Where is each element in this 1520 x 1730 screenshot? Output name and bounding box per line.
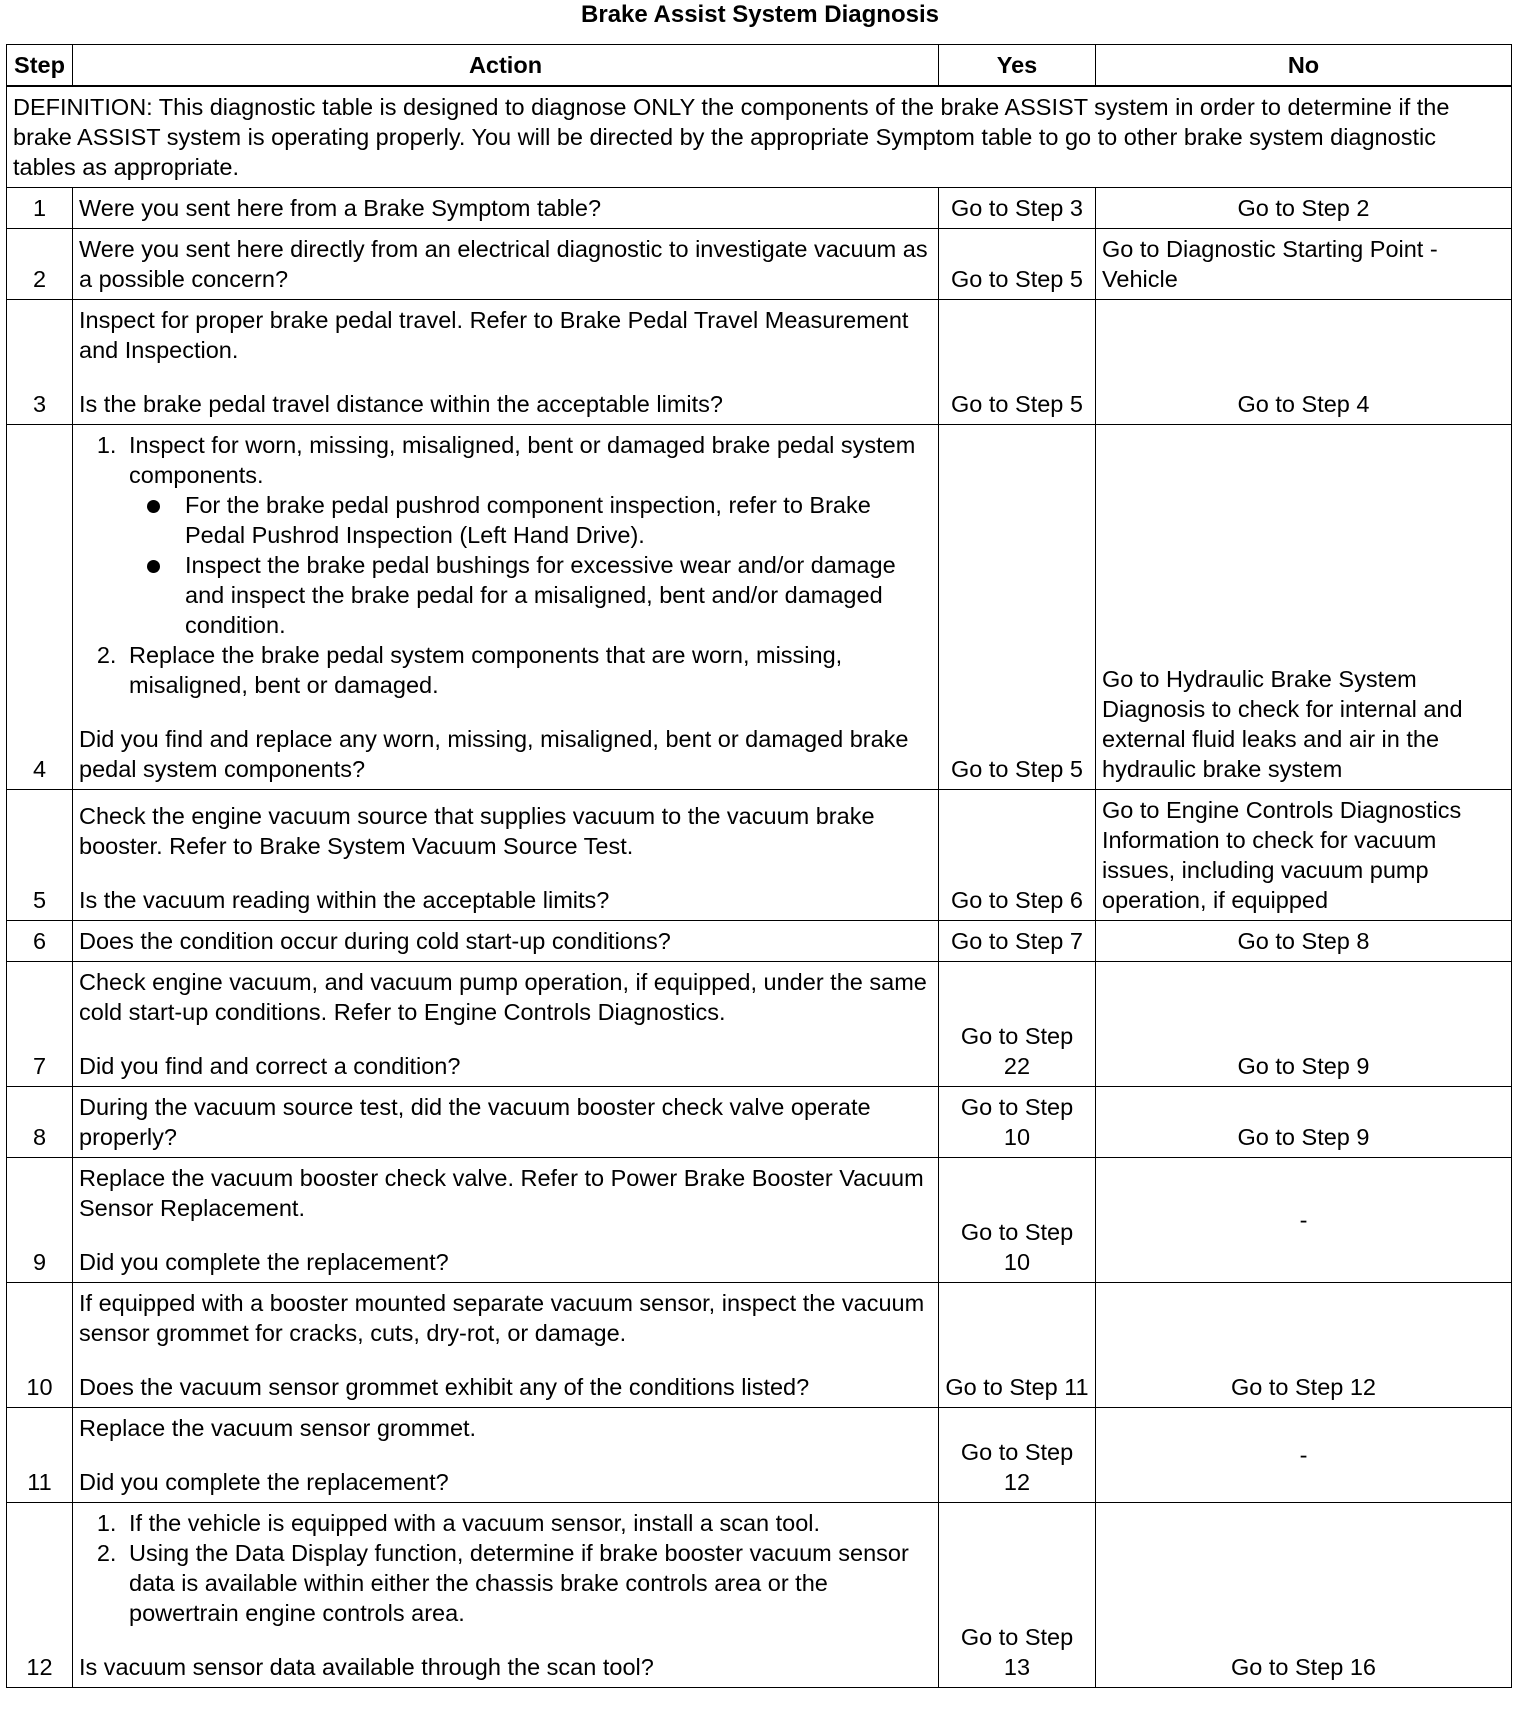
header-step: Step: [7, 45, 73, 87]
page-title: Brake Assist System Diagnosis: [581, 1, 939, 28]
yes-result: Go to Step 5: [939, 300, 1096, 425]
step-number: 4: [7, 425, 73, 790]
step-number: 1: [7, 188, 73, 229]
yes-result: Go to Step 10: [939, 1087, 1096, 1158]
action-question: Does the vacuum sensor grommet exhibit any of the conditions listed?: [79, 1374, 810, 1400]
definition-row: [7, 86, 1512, 188]
no-result: Go to Step 9: [1096, 962, 1512, 1087]
yes-result: Go to Step 3: [939, 188, 1096, 229]
bullet-list: [129, 490, 932, 640]
action-text: Replace the vacuum booster check valve. Refer to Power Brake Booster Vacuum Sensor Replacement.: [79, 1165, 924, 1221]
action-question: Did you complete the replacement?: [79, 1249, 449, 1275]
list-item: 2. Using the Data Display function, determine if brake booster vacuum sensor data is available within either the chassis brake controls area or the powertrain engine controls area.: [123, 1538, 932, 1628]
action-cell: [73, 1158, 939, 1283]
header-row: [7, 45, 1512, 87]
header-yes: Yes: [939, 45, 1096, 87]
action-cell: [73, 1408, 939, 1503]
action-question: Did you find and replace any worn, missing, misaligned, bent or damaged brake pedal system components?: [79, 726, 909, 782]
table-row: [7, 425, 1512, 790]
action-question: Is vacuum sensor data available through the scan tool?: [79, 1654, 654, 1680]
no-result: Go to Step 8: [1096, 921, 1512, 962]
action-cell: [73, 425, 939, 790]
no-result: -: [1096, 1158, 1512, 1283]
table-row: [7, 1283, 1512, 1408]
action-cell: [73, 1283, 939, 1408]
action-question: During the vacuum source test, did the vacuum booster check valve operate properly?: [73, 1087, 939, 1158]
step-number: 3: [7, 300, 73, 425]
header-no: No: [1096, 45, 1512, 87]
action-question: Does the condition occur during cold start-up conditions?: [73, 921, 939, 962]
action-cell: [73, 962, 939, 1087]
step-number: 12: [7, 1503, 73, 1688]
yes-result: Go to Step 5: [939, 229, 1096, 300]
action-numbered-list: [79, 430, 932, 700]
step-number: 10: [7, 1283, 73, 1408]
table-row: [7, 229, 1512, 300]
table-row: [7, 1158, 1512, 1283]
header-action: Action: [73, 45, 939, 87]
action-question: Is the brake pedal travel distance within the acceptable limits?: [79, 391, 723, 417]
list-item-text: Inspect for worn, missing, misaligned, bent or damaged brake pedal system components.: [129, 432, 916, 488]
yes-result: Go to Step 10: [939, 1158, 1096, 1283]
no-result: -: [1096, 1408, 1512, 1503]
yes-result: Go to Step 6: [939, 790, 1096, 921]
step-number: 11: [7, 1408, 73, 1503]
table-row: [7, 790, 1512, 921]
action-cell: [73, 1503, 939, 1688]
action-text: Replace the vacuum sensor grommet.: [79, 1415, 477, 1441]
action-cell: [73, 300, 939, 425]
action-text: Check engine vacuum, and vacuum pump operation, if equipped, under the same cold start-up conditions. Refer to Engine Controls Diagnostics.: [79, 969, 927, 1025]
action-text: If equipped with a booster mounted separate vacuum sensor, inspect the vacuum sensor grommet for cracks, cuts, dry-rot, or damage.: [79, 1290, 925, 1346]
no-result: Go to Engine Controls Diagnostics Information to check for vacuum issues, including vacuum pump operation, if equipped: [1096, 790, 1512, 921]
no-result: Go to Step 4: [1096, 300, 1512, 425]
bullet-item: Inspect the brake pedal bushings for excessive wear and/or damage and inspect the brake pedal for a misaligned, bent and/or damaged condition.: [179, 550, 932, 640]
table-row: [7, 1408, 1512, 1503]
table-row: [7, 1087, 1512, 1158]
yes-result: Go to Step 11: [939, 1283, 1096, 1408]
action-question: Were you sent here from a Brake Symptom table?: [73, 188, 939, 229]
table-row: [7, 921, 1512, 962]
step-number: 7: [7, 962, 73, 1087]
yes-result: Go to Step 7: [939, 921, 1096, 962]
table-row: [7, 300, 1512, 425]
step-number: 2: [7, 229, 73, 300]
no-result: Go to Step 12: [1096, 1283, 1512, 1408]
diagnosis-table: [6, 44, 1512, 1688]
list-item: [123, 430, 932, 640]
table-row: [7, 1503, 1512, 1688]
step-number: 6: [7, 921, 73, 962]
action-question: Did you complete the replacement?: [79, 1469, 449, 1495]
action-question: Did you find and correct a condition?: [79, 1053, 461, 1079]
action-text: Inspect for proper brake pedal travel. Refer to Brake Pedal Travel Measurement and Inspection.: [79, 307, 909, 363]
table-row: [7, 962, 1512, 1087]
step-number: 5: [7, 790, 73, 921]
no-result: Go to Step 16: [1096, 1503, 1512, 1688]
action-question: Is the vacuum reading within the acceptable limits?: [79, 887, 610, 913]
yes-result: Go to Step 13: [939, 1503, 1096, 1688]
yes-result: Go to Step 12: [939, 1408, 1096, 1503]
step-number: 8: [7, 1087, 73, 1158]
no-result: Go to Step 9: [1096, 1087, 1512, 1158]
bullet-item: For the brake pedal pushrod component inspection, refer to Brake Pedal Pushrod Inspection (Left Hand Drive).: [179, 490, 932, 550]
no-result: Go to Step 2: [1096, 188, 1512, 229]
action-cell: [73, 790, 939, 921]
no-result: Go to Hydraulic Brake System Diagnosis to check for internal and external fluid leaks and air in the hydraulic brake system: [1096, 425, 1512, 790]
list-item: 1. If the vehicle is equipped with a vacuum sensor, install a scan tool.: [123, 1508, 932, 1538]
yes-result: Go to Step 5: [939, 425, 1096, 790]
action-text: Check the engine vacuum source that supplies vacuum to the vacuum brake booster. Refer to Brake System Vacuum Source Test.: [79, 803, 875, 859]
action-numbered-list: [79, 1508, 932, 1628]
step-number: 9: [7, 1158, 73, 1283]
no-result: Go to Diagnostic Starting Point - Vehicle: [1096, 229, 1512, 300]
action-question: Were you sent here directly from an electrical diagnostic to investigate vacuum as a possible concern?: [73, 229, 939, 300]
yes-result: Go to Step 22: [939, 962, 1096, 1087]
definition-text: DEFINITION: This diagnostic table is designed to diagnose ONLY the components of the brake ASSIST system in order to determine if the brake ASSIST system is operating properly. You will be directed by the appropriate Symptom table to go to other brake system diagnostic tables as appropriate.: [7, 86, 1512, 188]
list-item: 2. Replace the brake pedal system components that are worn, missing, misaligned, bent or damaged.: [123, 640, 932, 700]
table-row: [7, 188, 1512, 229]
